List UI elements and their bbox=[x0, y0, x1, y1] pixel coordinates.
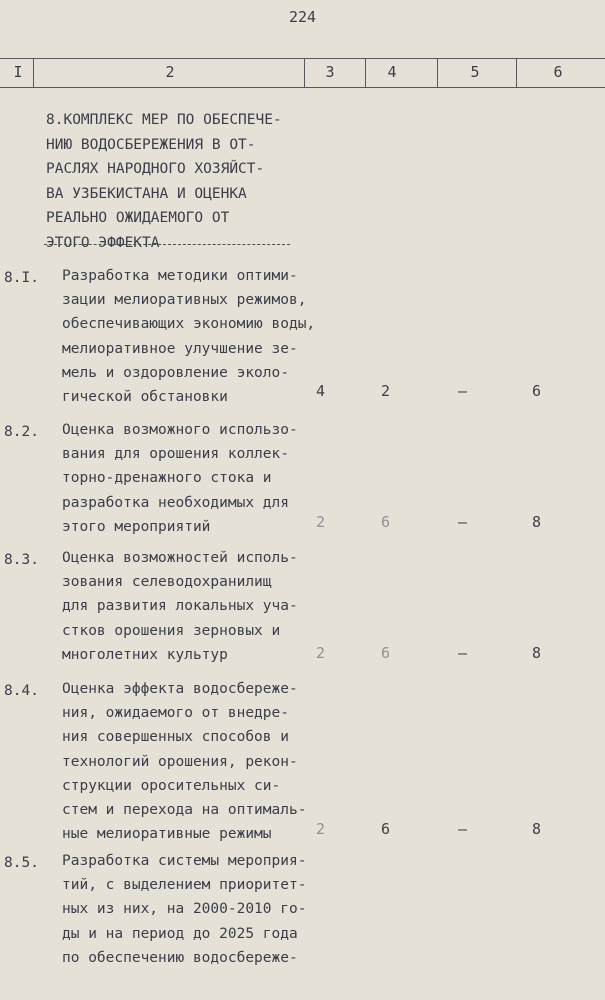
page-number: 224 bbox=[288, 8, 317, 26]
column-header-1: I bbox=[13, 63, 23, 81]
column-header-6: 6 bbox=[553, 63, 563, 81]
item-value-col4: 2 bbox=[381, 382, 391, 400]
item-number: 8.I. bbox=[4, 270, 39, 286]
column-header-2: 2 bbox=[165, 63, 175, 81]
column-separator bbox=[33, 58, 34, 88]
item-text: Оценка возможностей исполь- зования селеводохранилищ для развития локальных уча- стков орошения зерновых и многолетних культур bbox=[62, 550, 298, 663]
item-value-col3: 2 bbox=[316, 644, 326, 662]
item-value-col6: 8 bbox=[532, 513, 542, 531]
item-number: 8.2. bbox=[4, 424, 39, 440]
item-value-col5: – bbox=[458, 644, 468, 662]
section-title: 8.КОМПЛЕКС МЕР ПО ОБЕСПЕЧЕ- НИЮ ВОДОСБЕРЕЖЕНИЯ В ОТ- РАСЛЯХ НАРОДНОГО ХОЗЯЙСТ- ВА УЗБЕКИСТАНА И ОЦЕНКА РЕАЛЬНО ОЖИДАЕМОГО ОТ ЭТОГО ЭФФЕКТА bbox=[46, 112, 282, 251]
column-separator bbox=[304, 58, 305, 88]
header-top-rule bbox=[0, 58, 605, 59]
section-title-underline bbox=[44, 244, 290, 245]
item-number: 8.4. bbox=[4, 683, 39, 699]
item-value-col5: – bbox=[458, 820, 468, 838]
item-value-col6: 8 bbox=[532, 644, 542, 662]
column-header-4: 4 bbox=[387, 63, 397, 81]
item-value-col3: 2 bbox=[316, 513, 326, 531]
item-value-col4: 6 bbox=[381, 644, 391, 662]
item-value-col4: 6 bbox=[381, 513, 391, 531]
column-header-5: 5 bbox=[470, 63, 480, 81]
item-number: 8.5. bbox=[4, 855, 39, 871]
column-separator bbox=[437, 58, 438, 88]
item-value-col5: – bbox=[458, 513, 468, 531]
item-value-col5: – bbox=[458, 382, 468, 400]
item-value-col4: 6 bbox=[381, 820, 391, 838]
item-value-col6: 8 bbox=[532, 820, 542, 838]
item-text: Оценка возможного использо- вания для орошения коллек- торно-дренажного стока и разработка необходимых для этого мероприятий bbox=[62, 422, 298, 535]
item-value-col3: 2 bbox=[316, 820, 326, 838]
column-separator bbox=[365, 58, 366, 88]
item-value-col3: 4 bbox=[316, 382, 326, 400]
item-text: Разработка системы мероприя- тий, с выделением приоритет- ных из них, на 2000-2010 го- ды и на период до 2025 года по обеспечению водосбереже- bbox=[62, 853, 307, 966]
item-text: Разработка методики оптими- зации мелиоративных режимов, обеспечивающих экономию воды, мелиоративное улучшение зе- мель и оздоровление эколо- гической обстановки bbox=[62, 268, 316, 406]
item-text: Оценка эффекта водосбереже- ния, ожидаемого от внедре- ния совершенных способов и технологий орошения, рекон- струкции оросительных си- стем и перехода на оптималь- ные мелиоративные режимы bbox=[62, 681, 307, 843]
item-number: 8.3. bbox=[4, 552, 39, 568]
item-value-col6: 6 bbox=[532, 382, 542, 400]
header-bottom-rule bbox=[0, 87, 605, 88]
column-header-3: 3 bbox=[325, 63, 335, 81]
column-separator bbox=[516, 58, 517, 88]
